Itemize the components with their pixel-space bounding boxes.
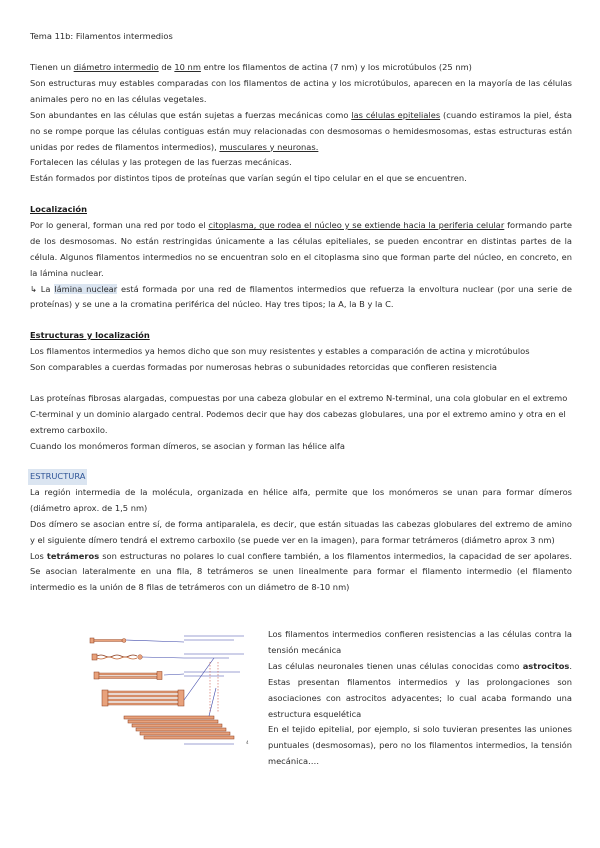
body-paragraph: En el tejido epitelial, por ejemplo, si solo tuvieran presentes las uniones puntuales (desmosomas), pero no los filamentos intermedios, la tensión mecánica…. (268, 724, 572, 767)
proteins-section (30, 391, 572, 455)
astrocyte-term: astrocitos (522, 660, 570, 671)
estructuras-section (30, 328, 572, 376)
intro-paragraph: Son estructuras muy estables comparadas con los filamentos de actina y los microtúbulos, aparecen en la mayoría de las células animales pero no en las células vegetales. (30, 77, 572, 104)
body-paragraph: Los tetrámeros son estructuras no polares lo cual confiere también, a los filamentos intermedios, la capacidad de ser apolares. Se asocian lateralmente en una fila, 8 tetrámeros se unen linealmente para formar el filamento intermedio (el filamento intermedio es la unión de 8 filas de tetrámeros con un diámetro de 8-10 nm) (30, 550, 572, 593)
intro-section (30, 60, 572, 187)
body-paragraph: La región intermedia de la molécula, organizada en hélice alfa, permite que los monómeros se unan para formar dímeros (diámetro aprox. de 1,5 nm) (30, 486, 572, 513)
intro-paragraph: Están formados por distintos tipos de proteínas que varían según el tipo celular en el que se encuentren. (30, 173, 467, 184)
nuclear-lamina-term: lámina nuclear (54, 283, 118, 294)
tetramer-term: tetrámeros (46, 550, 100, 561)
intermediate-filament-diagram-icon (84, 628, 254, 750)
figure-side-column (268, 627, 572, 770)
body-paragraph: ↳ La lámina nuclear está formada por una red de filamentos intermedios que refuerza la envoltura nuclear (por una serie de proteínas) y se une a la cromatina periférica del núcleo. Hay tres tipos; la A, la B y la C. (30, 283, 572, 310)
muscle-neuron-term: musculares y neuronas. (219, 141, 319, 152)
filament-assembly-figure (84, 628, 254, 750)
body-paragraph: Por lo general, forman una red por todo el citoplasma, que rodea el núcleo y se extiende hacia la periferia celular formando parte de los desmosomas. No están restringidas únicamente a las células epiteliales, se pueden encontrar en distintas partes de la célula. Algunos filamentos intermedios no se encuentran solo en el citoplasma sino que forman parte del núcleo, en concreto, en la lámina nuclear. (30, 219, 572, 278)
section-heading: Localización (30, 204, 87, 214)
body-paragraph: Las proteínas fibrosas alargadas, compuestas por una cabeza globular en el extremo N-terminal, una cola globular en el extremo C-terminal y un dominio alargado central. Podemos decir que hay dos cabezas globulares, una por el extremo amino y otra en el extremo carboxilo. (30, 393, 568, 435)
arrow-icon: ↳ (30, 283, 37, 294)
epithelial-term: las células epiteliales (351, 109, 441, 120)
body-paragraph: Los filamentos intermedios confieren resistencias a las células contra la tensión mecánica (268, 629, 572, 655)
intro-paragraph: Son abundantes en las células que están sujetas a fuerzas mecánicas como las células epiteliales (cuando estiramos la piel, ésta no se rompe porque las células contiguas están muy relacionadas con desmosomas o hemidesmosomas, estas estructuras están unidas por redes de filamentos intermedios), musculares y neuronas. (30, 109, 573, 152)
section-heading: ESTRUCTURA (28, 469, 87, 485)
localizacion-section (30, 202, 572, 313)
page-title: Tema 11b: Filamentos intermedios (30, 31, 173, 41)
body-paragraph: Las células neuronales tienen unas células conocidas como astrocitos. Estas presentan filamentos intermedios y las prolongaciones son asociaciones con astrocitos adyacentes; lo cual acaba formando una estructura esquelética (268, 660, 572, 719)
cytoplasm-term: citoplasma, que rodea el núcleo y se extiende hacia la periferia celular (208, 219, 505, 230)
section-heading: Estructuras y localización (30, 330, 150, 340)
diameter-value: 10 nm (174, 62, 201, 72)
intro-paragraph: Fortalecen las células y las protegen de las fuerzas mecánicas. (30, 157, 292, 168)
intro-paragraph: Tienen un diámetro intermedio de 10 nm entre los filamentos de actina (7 nm) y los microtúbulos (25 nm) (30, 62, 472, 72)
estructura-section (30, 469, 572, 596)
body-paragraph: Son comparables a cuerdas formadas por numerosas hebras o subunidades retorcidas que confieren resistencia (30, 361, 497, 372)
diameter-term: diámetro intermedio (73, 62, 159, 72)
body-paragraph: Dos dímero se asocian entre sí, de forma antiparalela, es decir, que están situadas las cabezas globulares del extremo de amino y el siguiente dímero tendrá el extremo carboxilo (se puede ver en la imagen), para formar tetrámeros (diámetro aprox 3 nm) (30, 518, 572, 545)
body-paragraph: Los filamentos intermedios ya hemos dicho que son muy resistentes y estables a comparación de actina y microtúbulos (30, 345, 530, 356)
body-paragraph: Cuando los monómeros forman dímeros, se asocian y forman las hélice alfa (30, 440, 345, 451)
svg-text:4: 4 (246, 740, 249, 745)
